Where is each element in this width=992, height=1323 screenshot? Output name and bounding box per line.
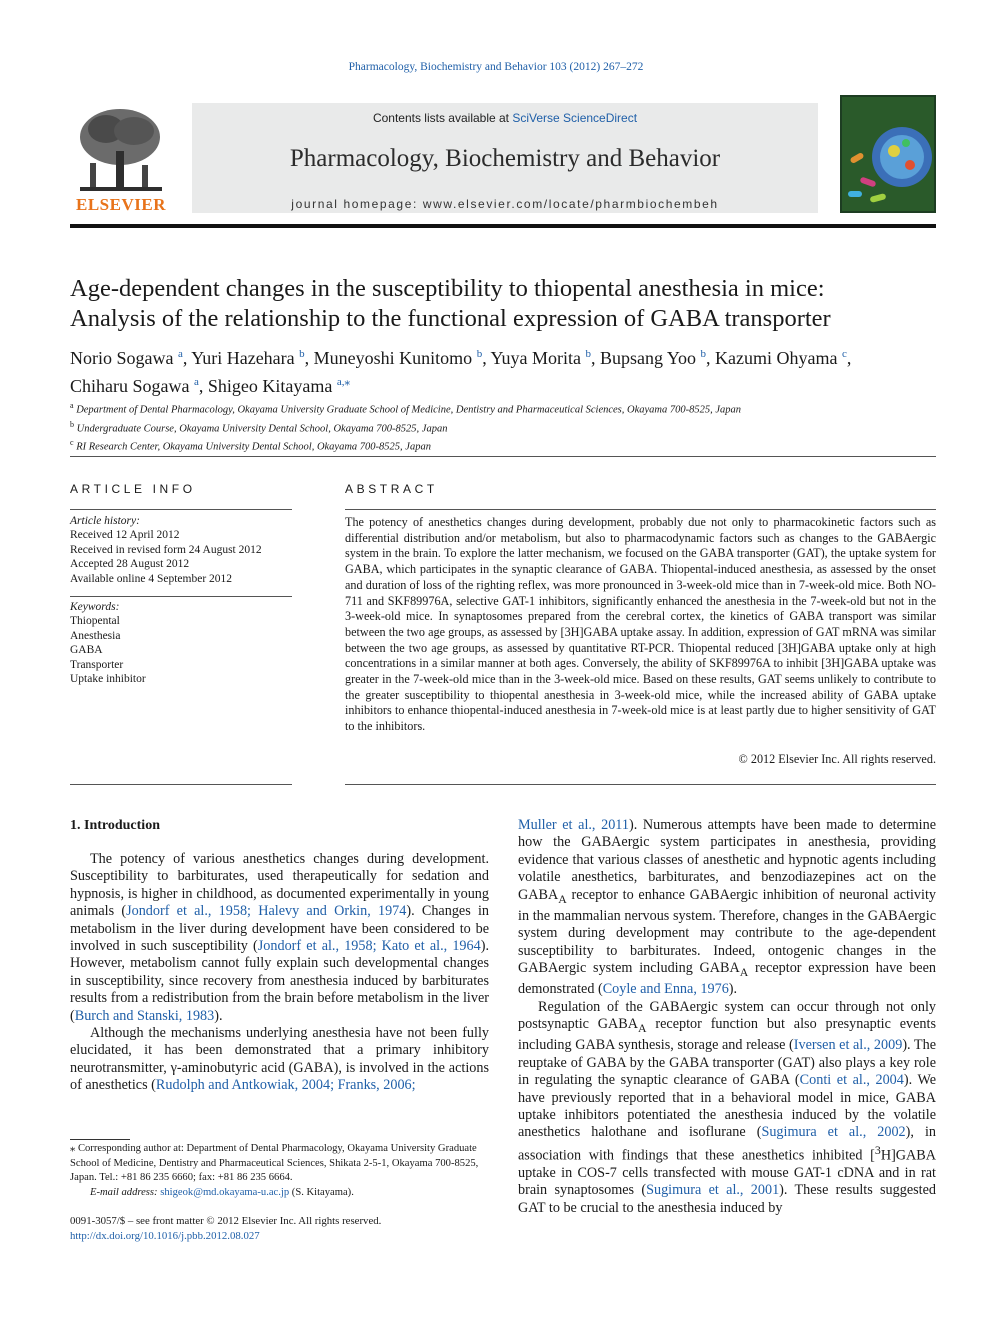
keywords (70, 600, 292, 686)
affiliation-item (70, 399, 940, 418)
paragraph-text: Although the mechanisms underlying anesthesia have not been fully elucidated, it has been demonstrated that a primary inhibitory neurotransmitter, γ-aminobutyric acid (GABA), is involved in the actions of anesthetics ( (70, 1025, 489, 1094)
abstract-text: The potency of anesthetics changes during development, probably due not only to pharmacokinetic factors such as differential distribution and/or metabolism, but also to pharmacodynamic factors such as changes to the GABAergic system in the brain. To explore the latter mechanism, we focused on the GABA transporter (GAT), the uptake system for GABA, which participates in the synaptic clearance of GABA. Thiopental-induced anesthesia, as assessed by the onset and duration of loss of the righting reflex, was more pronounced in 3-week-old mice than in 7-week-old mice. Both NO-711 and SKF89976A, selective GAT-1 inhibitors, significantly enhanced the anesthesia in the 7-week-old but not in the 3-week-old mice. In synaptosomes prepared from the cerebral cortex, the kinetics of GABA transport was similar between the two age groups, as assessed by [3H]GABA uptake assay. In addition, expression of GAT mRNA was similar between the two age groups, as assessed by quantitative RT-PCR. Thiopental reduced [3H]GABA uptake only at high concentrations in a similar manner at both ages. Conversely, the ability of SKF89976A to inhibit [3H]GABA uptake was greater in the 7-week-old mice than in the 3-week-old mice. Based on these results, GAT seems unlikely to contribute to the greater susceptibility to thiopental anesthesia in 3-week-old mice, while the increased ability of GABA uptake inhibitors to enhance thiopental-induced anesthesia in 7-week-old mice is at least partly due to higher sensitivity of GAT to the inhibitors. (345, 515, 936, 734)
paragraph-text: ). Changes in metabolism in the liver during development have been considered to be involved in such susceptibility ( (70, 903, 489, 955)
paragraph-text: ). These results suggested GAT to be crucial to the anesthesia induced by (518, 1182, 936, 1216)
citation-link[interactable]: Jondorf et al., 1958; Kato et al., 1964 (257, 938, 481, 955)
paragraph-text: receptor to enhance GABAergic inhibition of neuronal activity in the mammalian nervous system. Therefore, changes in the GABAergic system during development may contribute to the age-dependent susceptibility to barbiturates. Indeed, ontogenic changes in the GABAergic system including GABA (518, 886, 936, 977)
footnote-rule (70, 1139, 130, 1140)
citation-link[interactable]: Sugimura et al., 2002 (761, 1124, 906, 1141)
paragraph-text: H]GABA uptake in COS-7 cells transfected with mouse GAT-1 cDNA and in rat brain synaptosomes ( (518, 1147, 936, 1199)
intro-paragraph-2-continued (518, 817, 936, 999)
abstract-bottom-rule (345, 784, 936, 785)
affiliation-mark: c (70, 438, 74, 447)
subscript: A (637, 1020, 647, 1035)
author-affiliation-mark[interactable]: b (585, 348, 592, 360)
paragraph-text: ). The reuptake of GABA by the GABA transporter (GAT) also plays a key role in regulating the synaptic clearance of GABA ( (518, 1037, 936, 1089)
citation-link[interactable]: Conti et al., 2004 (799, 1072, 904, 1089)
intro-paragraph-3 (518, 999, 936, 1217)
author-list: Norio Sogawa $^a$, Yuri Hazehara $^b$, Muneyoshi Kunitomo $^b$, Yuya Morita $^b$, Bupsang Yoo $^b$, Kazumi Ohyama $^c$, Chiharu Sogawa $^a$, Shigeo Kitayama $^{a,⁎}$ (70, 348, 852, 396)
subscript: A (739, 964, 749, 979)
keyword-item: Uptake inhibitor (70, 673, 146, 686)
footnote-email (70, 1186, 490, 1201)
journal-title: Pharmacology, Biochemistry and Behavior (289, 145, 721, 172)
superscript: 3 (874, 1142, 881, 1157)
contents-availability (192, 111, 818, 125)
author-affiliation-mark[interactable]: b (299, 348, 305, 360)
body-left-column (70, 851, 489, 1095)
author-name[interactable]: Kazumi Ohyama (715, 348, 838, 368)
email-suffix: (S. Kitayama). (289, 1186, 354, 1198)
author-name[interactable]: Muneyoshi Kunitomo (313, 348, 473, 368)
affiliation-text: Department of Dental Pharmacology, Okayama University Graduate School of Medicine, Dentistry and Pharmaceutical Sciences, Okayama 700-8525, Japan (76, 404, 742, 416)
paragraph-text: receptor function but also presynaptic events including GABA synthesis, storage and release ( (518, 1016, 936, 1054)
history-accepted: Accepted 28 August 2012 (70, 558, 190, 571)
paragraph-text: ). However, metabolism cannot fully explain such developmental changes in susceptibility, since recovery from anesthesia induced by barbiturates results from a redistribution from the brain before metabolism in the liver ( (70, 938, 489, 1024)
elsevier-wordmark: ELSEVIER (76, 195, 166, 214)
author-name[interactable]: Shigeo Kitayama (207, 376, 333, 396)
citation-link[interactable]: Jondorf et al., 1958; Halevy and Orkin, 1974 (126, 903, 407, 920)
affiliation-mark: a (70, 401, 74, 410)
affiliation-list (70, 399, 940, 455)
email-link[interactable]: shigeok@md.okayama-u.ac.jp (160, 1186, 290, 1198)
author-affiliation-mark[interactable]: a (177, 348, 183, 360)
citation-link[interactable]: Sugimura et al., 2001 (646, 1182, 780, 1199)
journal-header (70, 95, 936, 220)
article-history (70, 514, 292, 586)
affiliation-item (70, 436, 940, 455)
article-info-divider (70, 509, 292, 510)
affiliation-text: RI Research Center, Okayama University Dental School, Okayama 700-8525, Japan (76, 441, 431, 453)
abstract-heading: ABSTRACT (345, 482, 438, 496)
paragraph-text: ). We have previously reported that in a behavioral model in mice, GABA uptake inhibitors potentiated the anesthesia induced by the volatile anesthetics halothane and isoflurane ( (518, 1072, 937, 1141)
paragraph-text: receptor expression have been demonstrated ( (518, 960, 936, 998)
author-name[interactable]: Yuya Morita (490, 348, 582, 368)
author-name[interactable]: Yuri Hazehara (191, 348, 295, 368)
article-title (70, 274, 940, 334)
subscript: A (558, 891, 567, 906)
author-affiliation-mark[interactable]: a,⁎ (336, 376, 350, 388)
sciencedirect-link[interactable]: SciVerse ScienceDirect (512, 111, 638, 125)
intro-paragraph-2 (70, 1025, 489, 1095)
keywords-divider (70, 596, 292, 597)
keyword-item: Anesthesia (70, 629, 121, 642)
citation-link[interactable]: Muller et al., 2011 (518, 817, 629, 833)
paragraph-text: ). Numerous attempts have been made to determine how the GABAergic system participates in anesthesia, providing evidence that various classes of anesthetic and hypnotic agents including volatile anesthetics, barbiturates, and benzodiazepines act on the GABA (518, 817, 936, 903)
article-title-line-2: Analysis of the relationship to the functional expression of GABA transporter (70, 305, 831, 332)
history-received: Received 12 April 2012 (70, 529, 180, 542)
author-affiliation-mark[interactable]: b (700, 348, 707, 360)
contents-prefix: Contents lists available at (372, 111, 513, 125)
history-revised: Received in revised form 24 August 2012 (70, 543, 262, 556)
author-affiliation-mark[interactable]: c (842, 348, 847, 360)
author-affiliation-mark[interactable]: b (476, 348, 483, 360)
corresponding-author-footnote (70, 1142, 490, 1200)
history-online: Available online 4 September 2012 (70, 572, 233, 585)
history-label: Article history: (70, 515, 140, 527)
author-name[interactable]: Norio Sogawa (70, 348, 174, 368)
issn-line: 0091-3057/$ – see front matter © 2012 Elsevier Inc. All rights reserved. (70, 1215, 382, 1227)
journal-masthead (192, 103, 818, 213)
header-rule (70, 224, 936, 228)
paragraph-text: ), in association with findings that these anesthetics inhibited [ (518, 1124, 936, 1164)
body-right-column (518, 817, 936, 1217)
keyword-item: Transporter (70, 658, 124, 671)
citation-link[interactable]: Burch and Stanski, 1983 (74, 1007, 215, 1024)
article-title-line-1: Age-dependent changes in the susceptibility to thiopental anesthesia in mice: (70, 275, 825, 302)
affiliation-divider (70, 456, 936, 457)
keyword-item: GABA (70, 644, 103, 657)
paragraph-text: ). (728, 981, 738, 998)
paragraph-text: The potency of various anesthetics changes during development. Susceptibility to barbiturates, used therapeutically for sedation and hypnosis, is higher in childhood, as documented experimentally in young animals ( (70, 851, 489, 920)
paragraph-text: ). (214, 1007, 223, 1024)
paragraph-text: Regulation of the GABAergic system can occur through not only postsynaptic GABA (518, 998, 936, 1033)
abstract-divider (345, 509, 936, 510)
front-matter-info (70, 1214, 490, 1243)
citation-link[interactable]: Rudolph and Antkowiak, 2004; Franks, 2006; (155, 1077, 416, 1094)
keyword-item: Thiopental (70, 615, 120, 628)
affiliation-mark: b (70, 419, 74, 429)
doi-link[interactable]: http://dx.doi.org/10.1016/j.pbb.2012.08.027 (70, 1229, 260, 1242)
journal-homepage[interactable]: journal homepage: www.elsevier.com/locate/pharmbiochembeh (291, 197, 719, 211)
affiliation-item (70, 418, 940, 437)
footnote-text: ⁎ Corresponding author at: Department of Dental Pharmacology, Okayama University Graduate School of Medicine, Dentistry and Pharmaceutical Sciences, Shikata 2-5-1, Okayama 700-8525, Japan. Tel.: +81 86 235 6660; fax: +81 86 235 6664. (70, 1143, 479, 1184)
email-label: E-mail address: (90, 1186, 161, 1198)
citation-link[interactable]: Iversen et al., 2009 (793, 1037, 903, 1054)
journal-citation[interactable]: Pharmacology, Biochemistry and Behavior 103 (2012) 267–272 (348, 61, 644, 73)
introduction-heading: 1. Introduction (70, 818, 160, 833)
article-info-bottom-rule (70, 784, 292, 785)
author-name[interactable]: Bupsang Yoo (600, 348, 697, 368)
article-info-heading: ARTICLE INFO (70, 482, 196, 496)
citation-link[interactable]: Coyle and Enna, 1976 (602, 981, 729, 998)
journal-cover-image (840, 95, 936, 213)
author-affiliation-mark[interactable]: a (193, 376, 199, 388)
affiliation-text: Undergraduate Course, Okayama University Dental School, Okayama 700-8525, Japan (76, 423, 448, 434)
author-name[interactable]: Chiharu Sogawa (70, 376, 190, 396)
abstract-copyright: © 2012 Elsevier Inc. All rights reserved. (738, 752, 936, 766)
keywords-label: Keywords: (70, 601, 120, 613)
intro-paragraph-1 (70, 851, 489, 1025)
